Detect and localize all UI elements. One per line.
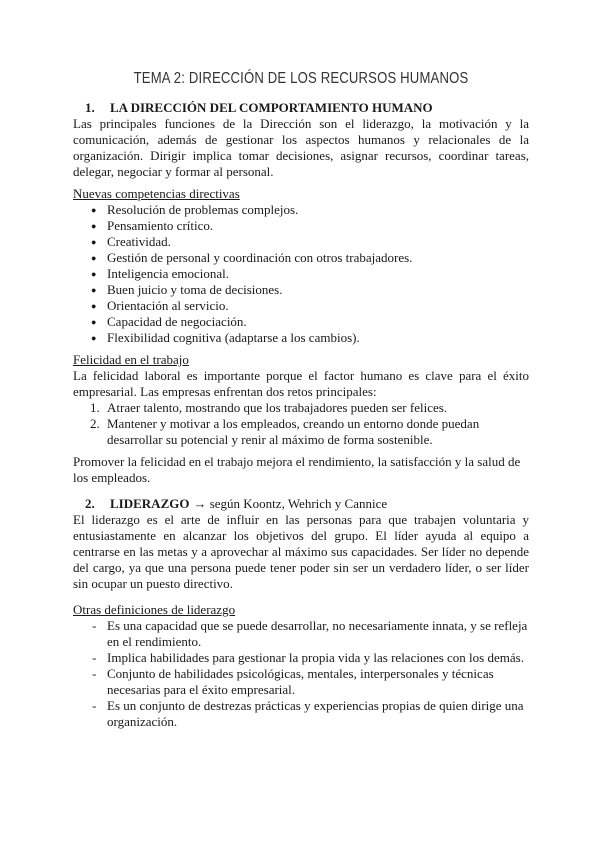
document-page — [73, 70, 529, 730]
competencias-title: Nuevas competencias directivas — [73, 186, 240, 201]
list-item: - Conjunto de habilidades psicológicas, mentales, interpersonales y técnicas necesarias para el éxito empresarial. — [92, 666, 494, 697]
section-1-heading — [73, 100, 529, 116]
section-2-subtitle: → según Koontz, Wehrich y Cannice — [193, 496, 388, 511]
section-1-number: 1. — [85, 100, 95, 115]
section-2-heading — [73, 496, 529, 512]
list-item: ● Creatividad. — [91, 234, 171, 249]
felicidad-text: La felicidad laboral es importante porque el factor humano es clave para el éxito empresarial. Las empresas enfrentan dos retos principales: — [73, 368, 529, 399]
list-item: ● Gestión de personal y coordinación con otros trabajadores. — [91, 250, 413, 265]
felicidad-conclusion: Promover la felicidad en el trabajo mejora el rendimiento, la satisfacción y la salud de los empleados. — [73, 454, 521, 485]
section-1-title: LA DIRECCIÓN DEL COMPORTAMIENTO HUMANO — [110, 100, 433, 115]
bullet-icon: ● — [91, 237, 97, 247]
bullet-icon: ● — [91, 205, 97, 215]
definiciones-title: Otras definiciones de liderazgo — [73, 602, 236, 617]
list-item: ● Orientación al servicio. — [91, 298, 229, 313]
dash-icon: - — [92, 618, 97, 633]
section-2-title: LIDERAZGO — [110, 496, 190, 511]
list-item: ● Pensamiento crítico. — [91, 218, 214, 233]
retos-list — [73, 400, 529, 448]
section-1-intro: Las principales funciones de la Dirección son el liderazgo, la motivación y la comunicación, además de gestionar los aspectos humanos y relacionales de la organización. Dirigir implica tomar decisiones, asignar recursos, coordinar tareas, delegar, negociar y formar al personal. — [73, 116, 529, 179]
bullet-icon: ● — [91, 253, 97, 263]
list-item: - Es una capacidad que se puede desarrollar, no necesariamente innata, y se refleja en el rendimiento. — [92, 618, 528, 649]
dash-icon: - — [92, 650, 97, 665]
bullet-icon: ● — [91, 269, 97, 279]
bullet-icon: ● — [91, 221, 97, 231]
dash-icon: - — [92, 666, 97, 681]
bullet-icon: ● — [91, 285, 97, 295]
bullet-icon: ● — [91, 317, 97, 327]
felicidad-title: Felicidad en el trabajo — [73, 352, 189, 367]
competencias-list — [73, 202, 529, 346]
section-2-number: 2. — [85, 496, 95, 511]
page-title: TEMA 2: DIRECCIÓN DE LOS RECURSOS HUMANOS — [133, 70, 469, 87]
list-number: 1. — [90, 400, 100, 415]
list-item: ● Buen juicio y toma de decisiones. — [91, 282, 283, 297]
bullet-icon: ● — [91, 301, 97, 311]
list-number: 2. — [90, 416, 100, 431]
list-item: - Implica habilidades para gestionar la propia vida y las relaciones con los demás. — [92, 650, 524, 665]
list-item: ● Resolución de problemas complejos. — [91, 202, 299, 217]
dash-icon: - — [92, 698, 97, 713]
list-item: 1. Atraer talento, mostrando que los trabajadores pueden ser felices. — [90, 400, 448, 415]
list-item: ● Flexibilidad cognitiva (adaptarse a los cambios). — [91, 330, 360, 345]
bullet-icon: ● — [91, 333, 97, 343]
section-2-text: El liderazgo es el arte de influir en las personas para que trabajen voluntaria y entusiastamente en alcanzar los objetivos del grupo. El líder ayuda al equipo a centrarse en las metas y a aprovechar al máximo sus capacidades. Ser líder no depende del cargo, ya que una persona puede tener poder sin ser un verdadero líder, o ser líder sin ocupar un puesto directivo. — [73, 512, 529, 591]
list-item: ● Inteligencia emocional. — [91, 266, 230, 281]
definiciones-list — [73, 618, 529, 730]
list-item: 2. Mantener y motivar a los empleados, creando un entorno donde puedan desarrollar su potencial y renir al máximo de forma sostenible. — [90, 416, 480, 447]
list-item: ● Capacidad de negociación. — [91, 314, 247, 329]
list-item: - Es un conjunto de destrezas prácticas y experiencias propias de quien dirige una organización. — [92, 698, 524, 729]
